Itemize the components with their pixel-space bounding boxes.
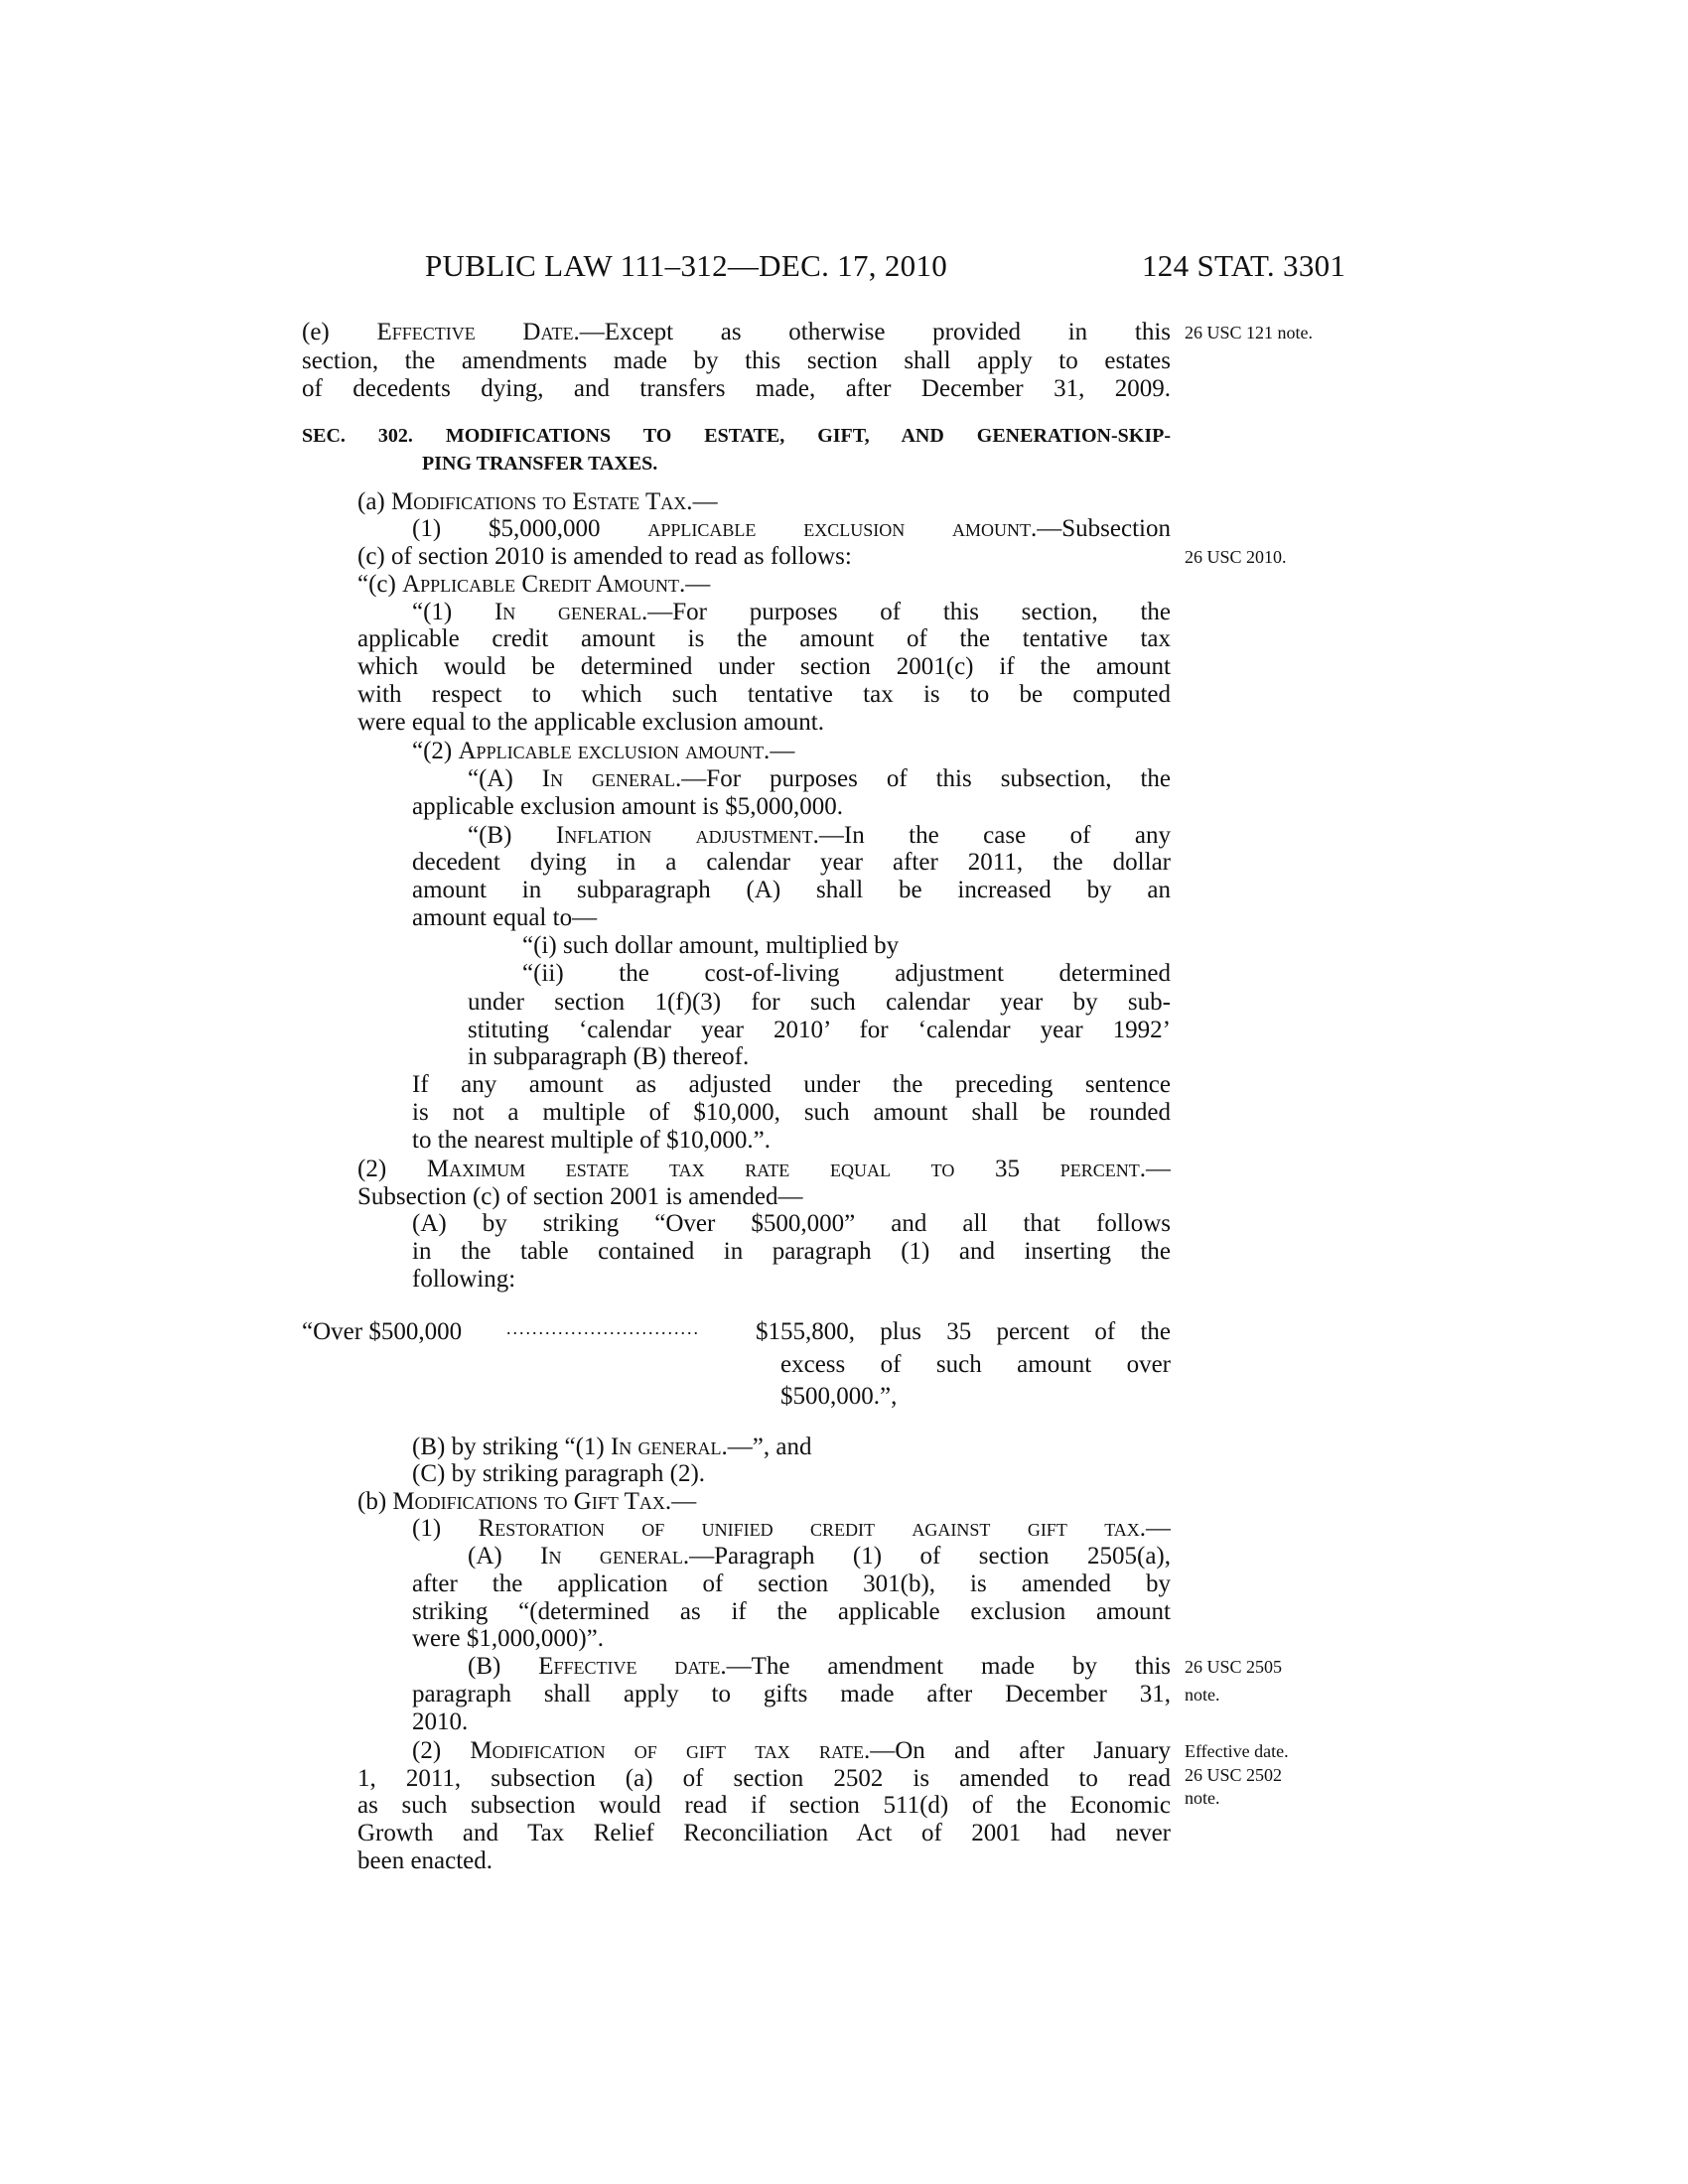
text-line [412,1071,1171,1099]
small-caps-heading: In general. [610,1433,728,1460]
margin-note: Effective date. [1185,1741,1289,1761]
text-line [357,543,852,571]
small-caps-heading: Maximum estate tax rate equal to 35 percent. [426,1156,1147,1182]
line-text: stituting ‘calendar year 2010’ for ‘calendar year 1992’ [468,1017,1171,1043]
line-text: — [1146,1515,1171,1542]
line-text: (1) [412,1515,479,1542]
small-caps-heading: Restoration of unified credit against gift tax. [478,1515,1147,1542]
small-caps-heading: Effective Date. [376,319,580,345]
text-line [357,1792,1171,1820]
text-line [780,1383,897,1411]
small-caps-heading: In general. [540,1543,690,1570]
text-line [780,1351,1171,1379]
text-line [412,793,843,821]
text-line [412,515,1171,543]
line-text: Growth and Tax Relief Reconciliation Act of 2001 had never [357,1820,1171,1846]
line-text: —In the case of any [818,822,1171,849]
text-line [468,822,1171,850]
small-caps-heading: Modification of gift tax rate. [470,1737,871,1764]
text-line [357,1183,803,1211]
line-text: “Over $500,000 [302,1318,463,1345]
text-line [302,1318,462,1346]
margin-note: 26 USC 2010. [1185,547,1287,567]
text-line [468,765,1171,793]
line-text: (1) $5,000,000 [412,515,648,542]
small-caps-heading: In general. [493,599,648,625]
line-text: which would be determined under section 2001(c) if the amount [357,653,1171,680]
small-caps-heading: In general. [541,765,682,792]
line-text: — [1146,1156,1171,1182]
running-header-title: PUBLIC LAW 111–312—DEC. 17, 2010 [425,248,948,283]
line-text: striking “(determined as if the applicable exclusion amount [412,1598,1171,1625]
line-text: —Subsection [1037,515,1171,542]
line-text: “(ii) the cost-of-living adjustment determined [522,960,1171,987]
line-text: (B) [468,1653,539,1680]
text-line [302,319,1171,346]
line-text: “(c) [357,571,403,598]
margin-note: 26 USC 2505 [1185,1657,1283,1677]
text-line [412,1708,468,1736]
small-caps-heading: Modifications to Estate Tax. [391,488,693,515]
line-text: —Paragraph (1) of section 2505(a), [689,1543,1171,1570]
text-line [357,709,824,737]
line-text: (c) of section 2010 is amended to read as follows: [357,543,852,570]
text-line [357,625,1171,653]
text-line [468,1043,749,1071]
line-text: (C) by striking paragraph (2). [412,1460,706,1487]
line-text: 1, 2011, subsection (a) of section 2502 is amended to read [357,1765,1171,1792]
line-text: Subsection (c) of section 2001 is amended— [357,1183,803,1210]
line-text: (B) by striking “(1) [412,1433,611,1460]
text-line [412,877,1171,904]
line-text: “(2) [412,738,459,764]
line-text: excess of such amount over [780,1351,1171,1378]
line-text: applicable credit amount is the amount of the tentative tax [357,625,1171,652]
text-line [357,1765,1171,1793]
line-text: (2) [357,1156,427,1182]
line-text: —Except as otherwise provided in this [579,319,1171,345]
text-line [412,738,794,765]
text-line [302,347,1171,375]
line-text: with respect to which such tentative tax is to be computed [357,681,1171,708]
line-text: — [671,1488,697,1515]
line-text: (e) [302,319,377,345]
margin-note: 26 USC 121 note. [1185,323,1314,342]
line-text: — [770,738,795,764]
line-text: in subparagraph (B) thereof. [468,1043,750,1070]
line-text: (b) [357,1488,393,1515]
line-text: $500,000.”, [780,1383,898,1410]
line-text: —For purposes of this subsection, the [681,765,1171,792]
text-line [468,1017,1171,1044]
line-text: to the nearest multiple of $10,000.”. [412,1127,772,1154]
line-text: —The amendment made by this [726,1653,1171,1680]
text-line [357,1820,1171,1847]
line-text: following: [412,1266,516,1293]
line-text: in the table contained in paragraph (1) and inserting the [412,1238,1171,1265]
text-line [522,932,899,960]
line-text: under section 1(f)(3) for such calendar year by sub- [468,989,1171,1016]
line-text: amount equal to— [412,904,598,931]
line-text: —”, and [727,1433,812,1460]
small-caps-heading: Inflation adjustment. [555,822,819,849]
line-text: been enacted. [357,1847,493,1874]
small-caps-heading: Effective date. [538,1653,727,1680]
line-text: 2010. [412,1708,469,1735]
line-text: SEC. 302. MODIFICATIONS TO ESTATE, GIFT, AND GENERATION-SKIP- [302,425,1171,447]
line-text: — [692,488,718,515]
line-text: “(A) [468,765,542,792]
text-line [357,1156,1171,1183]
text-line [357,681,1171,709]
section-heading-line [302,422,1171,450]
line-text: $155,800, plus 35 percent of the [756,1318,1171,1345]
section-heading-line [422,450,657,478]
line-text: “(B) [468,822,556,849]
text-line [412,1598,1171,1626]
line-text: as such subsection would read if section 511(d) of the Economic [357,1792,1171,1819]
table-dot-leader: .............................. [506,1318,700,1338]
line-text: decedent dying in a calendar year after 2011, the dollar [412,849,1171,876]
text-line [412,1433,811,1461]
text-line [412,1515,1171,1543]
small-caps-heading: Applicable exclusion amount. [458,738,771,764]
small-caps-heading: Applicable Credit Amount. [402,571,686,598]
line-text: paragraph shall apply to gifts made after December 31, [412,1681,1171,1707]
text-line [357,653,1171,681]
text-line [412,1625,604,1653]
line-text: (A) [468,1543,541,1570]
text-line [412,849,1171,877]
text-line [468,1543,1171,1570]
running-header-page-stat: 124 STAT. 3301 [1142,248,1346,283]
text-line [412,904,597,932]
line-text: section, the amendments made by this section shall apply to estates [302,347,1171,374]
line-text: —For purposes of this section, the [647,599,1171,625]
text-line [412,1238,1171,1266]
margin-note: 26 USC 2502 [1185,1765,1283,1785]
text-line [412,1127,771,1155]
text-line [468,989,1171,1017]
line-text: applicable exclusion amount is $5,000,000. [412,793,843,820]
text-line [412,1570,1171,1598]
line-text: amount in subparagraph (A) shall be increased by an [412,877,1171,903]
text-line [357,1488,696,1516]
line-text: —On and after January [870,1737,1171,1764]
text-line [357,1847,492,1875]
small-caps-heading: applicable exclusion amount. [647,515,1038,542]
text-line [412,1737,1171,1765]
text-line [412,1460,705,1488]
line-text: If any amount as adjusted under the preceding sentence [412,1071,1171,1098]
line-text: “(1) [412,599,494,625]
line-text: (a) [357,488,391,515]
line-text: (2) [412,1737,471,1764]
line-text: — [685,571,711,598]
text-line [412,1099,1171,1127]
text-line [468,1653,1171,1681]
line-text: of decedents dying, and transfers made, after December 31, 2009. [302,375,1171,402]
text-line [756,1318,1171,1346]
line-text: “(i) such dollar amount, multiplied by [522,932,900,959]
text-line [302,375,1171,403]
margin-note: note. [1185,1788,1220,1808]
small-caps-heading: Modifications to Gift Tax. [392,1488,672,1515]
text-line [412,1210,1171,1238]
text-line [412,599,1171,626]
text-line [522,960,1171,988]
line-text: were $1,000,000)”. [412,1625,604,1652]
line-text: is not a multiple of $10,000, such amount shall be rounded [412,1099,1171,1126]
line-text: PING TRANSFER TAXES. [422,453,658,475]
text-line [412,1681,1171,1708]
text-line [412,1266,515,1294]
text-line [357,571,710,599]
text-line [357,488,718,516]
margin-note: note. [1185,1685,1220,1705]
line-text: (A) by striking “Over $500,000” and all that follows [412,1210,1171,1237]
line-text: were equal to the applicable exclusion amount. [357,709,824,736]
line-text: after the application of section 301(b), is amended by [412,1570,1171,1597]
